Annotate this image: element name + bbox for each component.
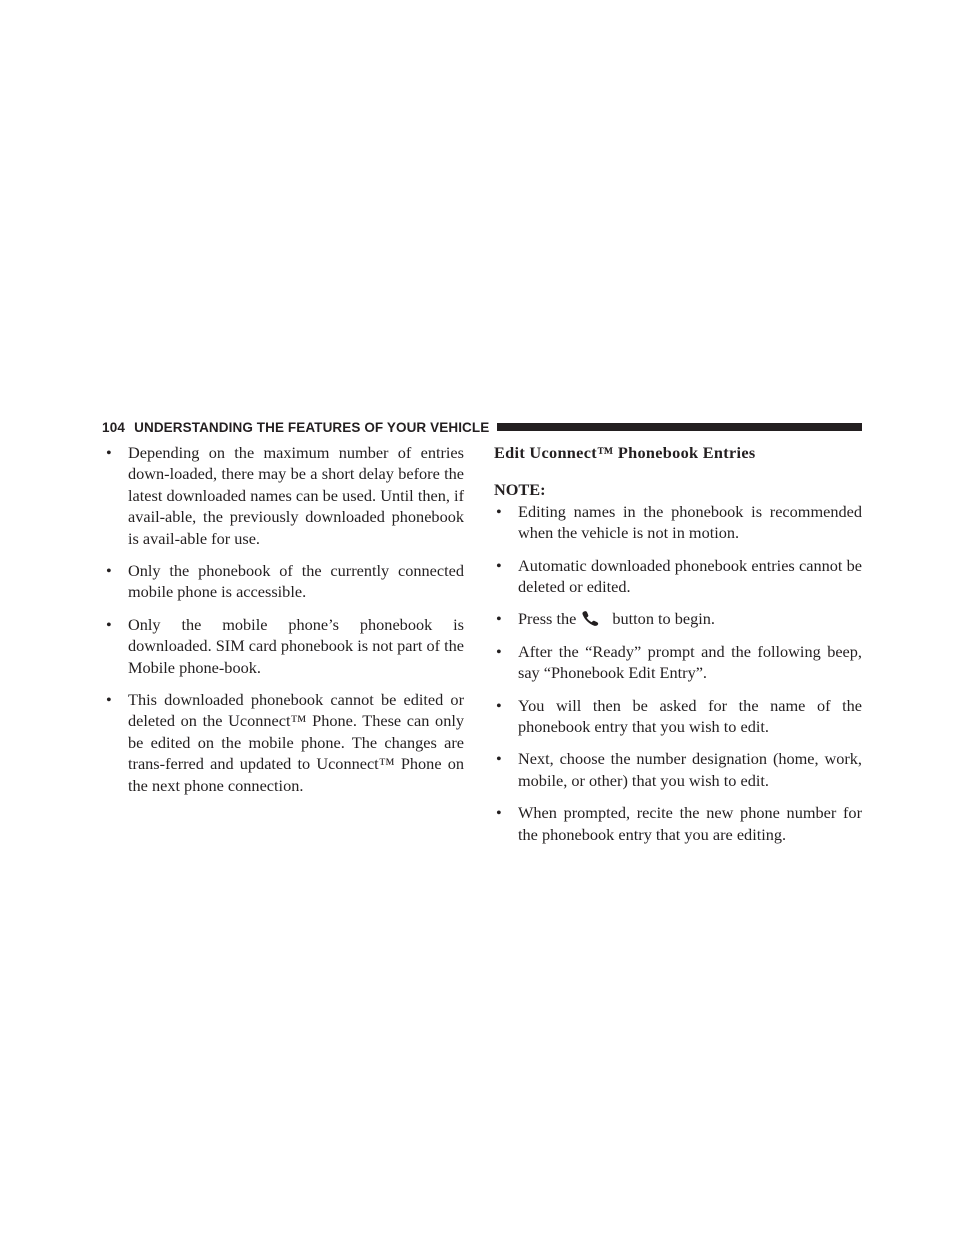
- press-prefix: Press the: [518, 609, 577, 629]
- list-item: • Only the mobile phone’s phonebook is downloaded. SIM card phonebook is not part of the Mobile phone-book.: [104, 614, 464, 678]
- list-item: • Next, choose the number designation (home, work, mobile, or other) that you wish to edit.: [494, 748, 862, 791]
- list-item: • This downloaded phonebook cannot be edited or deleted on the Uconnect™ Phone. These can only be edited on the mobile phone. The changes are trans-ferred and updated to Uconnect™ Phone on the next phone connection.: [104, 689, 464, 796]
- list-item: • Depending on the maximum number of entries down-loaded, there may be a short delay before the latest downloaded names can be used. Until then, if avail-able, the previously downloaded phonebook is avail-able for use.: [104, 442, 464, 549]
- section-heading: Edit Uconnect™ Phonebook Entries: [494, 443, 756, 462]
- list-item: • Only the phonebook of the currently connected mobile phone is accessible.: [104, 560, 464, 603]
- left-column: [104, 442, 464, 807]
- note-label: NOTE:: [494, 480, 546, 500]
- list-item: • Automatic downloaded phonebook entries cannot be deleted or edited.: [494, 555, 862, 598]
- list-item: • You will then be asked for the name of the phonebook entry that you wish to edit.: [494, 695, 862, 738]
- list-item: • After the “Ready” prompt and the following beep, say “Phonebook Edit Entry”.: [494, 641, 862, 684]
- page-header: [102, 417, 862, 437]
- section-title: UNDERSTANDING THE FEATURES OF YOUR VEHICLE: [134, 419, 490, 435]
- left-bullet-list: [104, 442, 464, 796]
- press-phone-item: [494, 608, 862, 629]
- list-item: • When prompted, recite the new phone number for the phonebook entry that you are editing.: [494, 802, 862, 845]
- list-item: • Editing names in the phonebook is recommended when the vehicle is not in motion.: [494, 501, 862, 544]
- phone-icon: [580, 610, 604, 626]
- page-number: 104: [102, 419, 126, 435]
- press-suffix: button to begin.: [612, 609, 715, 629]
- header-rule: [497, 423, 862, 431]
- right-bullet-list: [494, 501, 862, 845]
- right-column: [494, 442, 862, 856]
